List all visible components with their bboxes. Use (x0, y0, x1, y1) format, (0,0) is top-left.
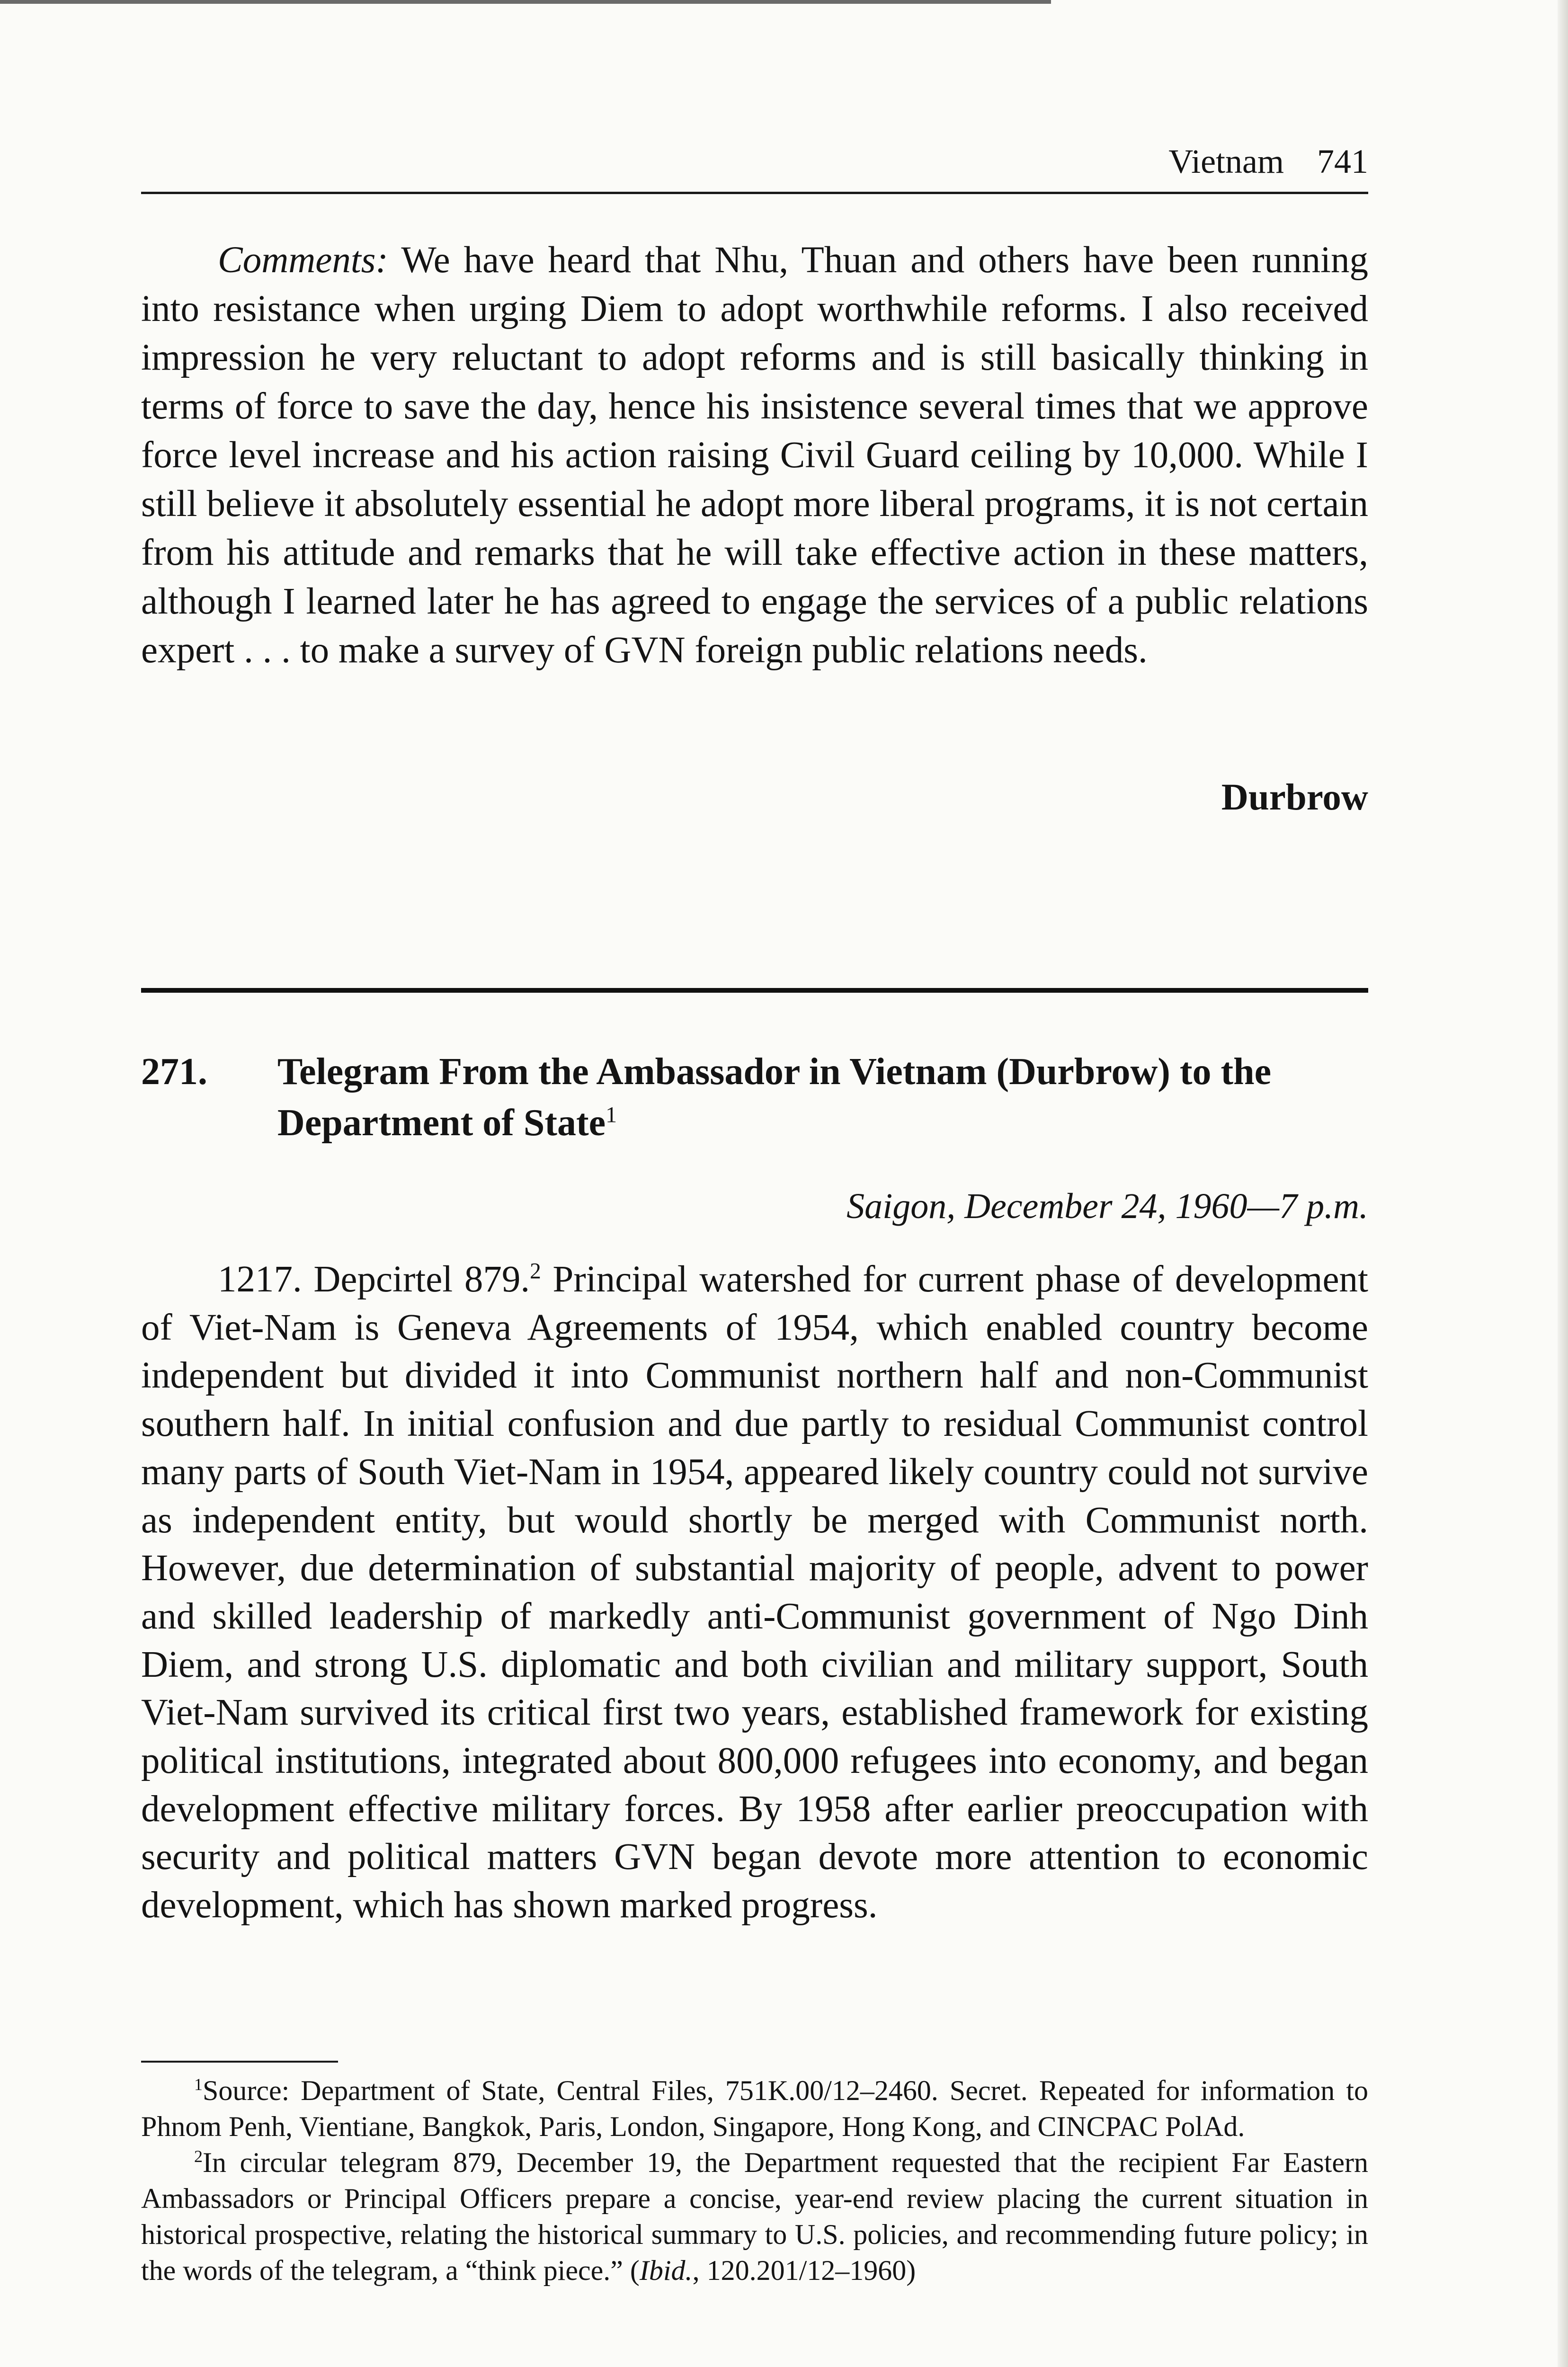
comments-label: Comments: (218, 240, 388, 281)
footnote-1 (141, 2073, 1368, 2145)
document-title-block (277, 1046, 1368, 1148)
footnote-2 (141, 2145, 1368, 2288)
telegram-lead: 1217. Depcirtel 879. (218, 1259, 530, 1300)
dateline: Saigon, December 24, 1960—7 p.m. (846, 1186, 1368, 1226)
telegram-body (141, 1255, 1368, 1930)
section-divider (141, 988, 1368, 993)
running-head (1168, 142, 1368, 181)
footnote-ref-2: 2 (530, 1259, 541, 1284)
footnote-ref-1: 1 (606, 1102, 617, 1128)
footnote-marker-2: 2 (194, 2147, 203, 2166)
document-number: 271. (141, 1051, 207, 1093)
telegram-text: Principal watershed for current phase of development of Viet-Nam is Geneva Agreements of 1954, which enabled country become independent but divided it into Communist northern half and non-Communist southern half. In initial confusion and due partly to residual Communist control many parts of South Viet-Nam in 1954, appeared likely country could not survive as independent entity, but would shortly be merged with Communist north. However, due determination of substantial majority of people, advent to power and skilled leadership of markedly anti-Communist government of Ngo Dinh Diem, and strong U.S. diplomatic and both civilian and military support, South Viet-Nam survived its critical first two years, established framework for existing political institutions, integrated about 800,000 refugees into economy, and began development effective military forces. By 1958 after earlier preoccupation with security and political matters GVN began devote more attention to economic development, which has shown marked progress. (141, 1259, 1369, 1926)
comments-paragraph (141, 236, 1368, 675)
footnote-marker-1: 1 (194, 2075, 203, 2094)
footnote-2-tail: , 120.201/12–1960) (692, 2255, 916, 2286)
footnote-2-text: In circular telegram 879, December 19, the Department requested that the recipient Far Eastern Ambassadors or Principal Officers prepare a concise, year-end review placing the current situation in historical prospective, relating the historical summary to U.S. policies, and recommending future policy; in the words of the telegram, a “think piece.” ( (141, 2147, 1368, 2286)
comments-text: We have heard that Nhu, Thuan and others have been running into resistance when urging Diem to adopt worthwhile reforms. I also received impression he very reluctant to adopt reforms and is still basically thinking in terms of force to save the day, hence his insistence several times that we approve force level increase and his action raising Civil Guard ceiling by 10,000. While I still believe it absolutely essential he adopt more liberal programs, it is not certain from his attitude and remarks that he will take effective action in these matters, although I learned later he has agreed to engage the services of a public relations expert . . . to make a survey of GVN foreign public relations needs. (141, 240, 1368, 671)
signature: Durbrow (1221, 777, 1368, 818)
scan-top-edge (0, 0, 1051, 4)
page-number: 741 (1317, 142, 1368, 180)
document-title: Telegram From the Ambassador in Vietnam (Durbrow) to the Department of State (277, 1051, 1272, 1144)
footnote-2-ibid: Ibid. (639, 2255, 693, 2286)
running-head-section: Vietnam (1168, 142, 1284, 180)
footnote-1-text: Source: Department of State, Central Files, 751K.00/12–2460. Secret. Repeated for information to Phnom Penh, Vientiane, Bangkok, Paris, London, Singapore, Hong Kong, and CINCPAC PolAd. (141, 2075, 1368, 2142)
footnote-rule (141, 2061, 338, 2063)
footnotes (141, 2073, 1368, 2288)
scan-right-edge (1558, 0, 1568, 2367)
header-rule (141, 192, 1368, 194)
